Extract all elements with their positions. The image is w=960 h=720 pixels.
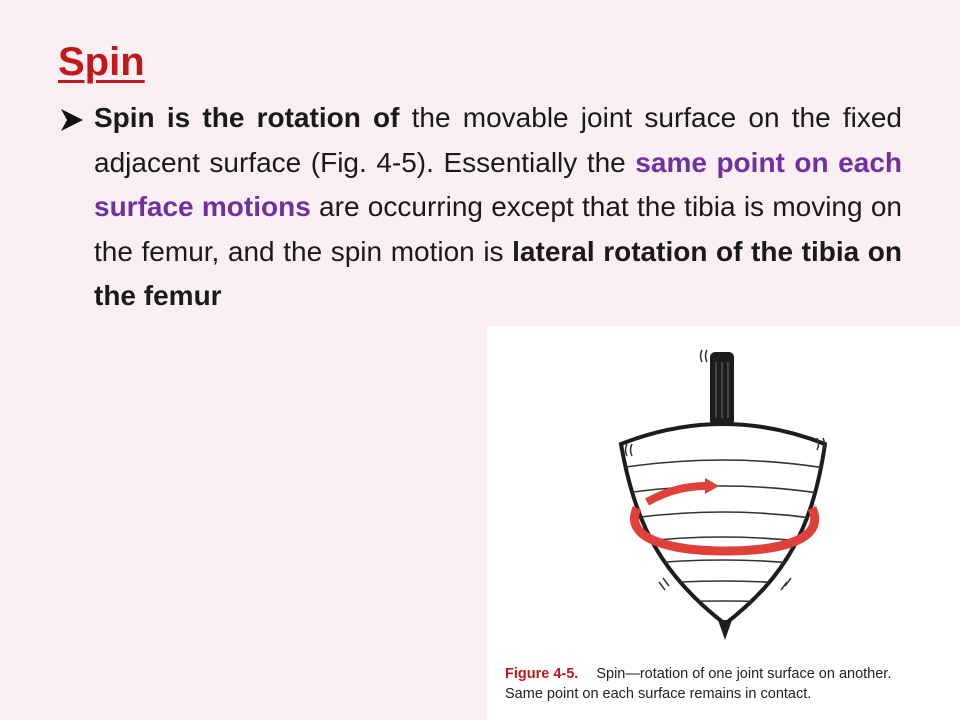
caption-line-1: Spin—rotation of one joint surface on another.	[596, 666, 892, 682]
top-tip	[718, 620, 732, 640]
top-body	[621, 424, 825, 624]
arrow-bullet-icon	[58, 106, 86, 134]
body-text-segment-2: are occurring except that the tibia is moving on the femur, and the spin motion is	[94, 191, 902, 267]
figure-caption	[505, 664, 955, 704]
slide-body-paragraph	[94, 96, 902, 319]
slide-title: Spin	[58, 40, 145, 84]
caption-line-2: Same point on each surface remains in contact.	[505, 686, 812, 702]
spinning-top-illustration	[487, 326, 960, 656]
body-text-segment-1: the movable joint surface on the fixed adjacent surface (Fig. 4-5). Essentially the	[94, 102, 902, 178]
lateral-rotation-phrase: lateral rotation of the tibia on the femur	[94, 235, 902, 311]
figure-4-5	[487, 326, 960, 720]
spin-definition-lead: Spin is the rotation of	[94, 102, 400, 133]
figure-label: Figure 4-5.	[505, 666, 579, 682]
highlight-same-point: same point on each surface motions	[94, 146, 902, 222]
